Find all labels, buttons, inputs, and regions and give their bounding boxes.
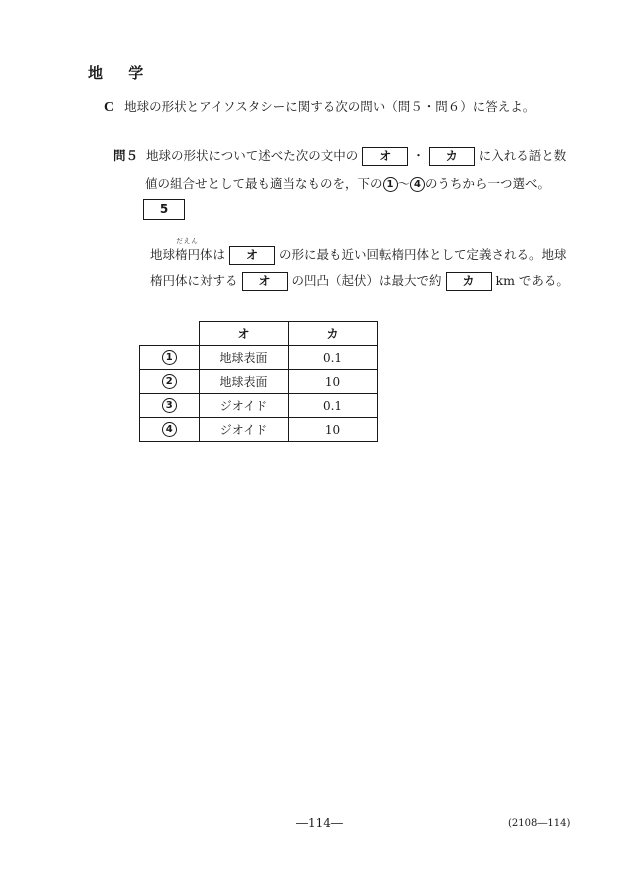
ruby-reading: だえん [176,237,199,245]
row-ka-cell: 10 [288,370,377,394]
table-header-ka: カ [288,322,377,346]
row-ka-cell: 0.1 [288,394,377,418]
passage-text-2b: の凹凸（起伏）は最大で約 [291,273,442,288]
page-number: ―114― [296,816,343,830]
passage-text-2a: 楕円体に対する [150,273,238,288]
ruby-word [175,237,201,263]
table-header-o: オ [199,322,288,346]
passage-blank-o-2: オ [242,272,288,291]
question-line-1 [113,146,566,166]
row-ka-cell: 0.1 [288,346,377,370]
blank-box-o: オ [362,147,408,166]
section-text: 地球の形状とアイソスタシーに関する次の問い（問５・問６）に答えよ。 [124,99,536,114]
choices-table [139,321,378,442]
section-intro [104,97,535,116]
question-dot: ・ [412,148,425,163]
table-corner [140,322,200,346]
table-row [140,370,378,394]
circled-number-1: 1 [383,177,398,192]
section-letter: C [104,100,115,115]
table-header-row [140,322,378,346]
ruby-base: 楕円 [175,247,201,262]
row-o-cell: ジオイド [199,394,288,418]
circled-number-4: 4 [410,177,425,192]
circled-number: 4 [162,422,177,437]
question-text-2b: のうちから一つ選べ。 [425,176,551,191]
table-row [140,346,378,370]
row-number-cell [140,370,200,394]
question-tilde: ～ [397,176,411,191]
passage-blank-ka: カ [446,272,492,291]
passage-line-2 [150,271,569,291]
question-number: 問５ [113,148,139,163]
passage-line-1 [150,237,567,265]
passage-text-1a: 地球 [150,247,176,262]
exam-code: (2108―114) [508,818,571,829]
subject-heading: 地 学 [88,64,154,82]
passage-blank-o-1: オ [229,246,275,265]
row-o-cell: 地球表面 [199,370,288,394]
circled-number: 2 [162,374,177,389]
row-number-cell [140,418,200,442]
row-number-cell [140,346,200,370]
table-row [140,418,378,442]
row-number-cell [140,394,200,418]
blank-box-ka: カ [429,147,475,166]
circled-number: 1 [162,350,177,365]
passage-text-2c: km である。 [495,273,569,288]
row-o-cell: 地球表面 [199,346,288,370]
question-text-1a: 地球の形状について述べた次の文中の [146,148,359,163]
circled-number: 3 [162,398,177,413]
answer-number-box: 5 [143,199,185,220]
row-ka-cell: 10 [288,418,377,442]
table-row [140,394,378,418]
passage-text-1c: の形に最も近い回転楕円体として定義される。地球 [279,247,567,262]
row-o-cell: ジオイド [199,418,288,442]
question-text-2a: 値の組合せとして最も適当なものを，下の [145,176,383,191]
passage-text-1b: 体は [200,247,226,262]
question-line-2 [145,174,550,192]
question-text-1b: に入れる語と数 [478,148,567,163]
